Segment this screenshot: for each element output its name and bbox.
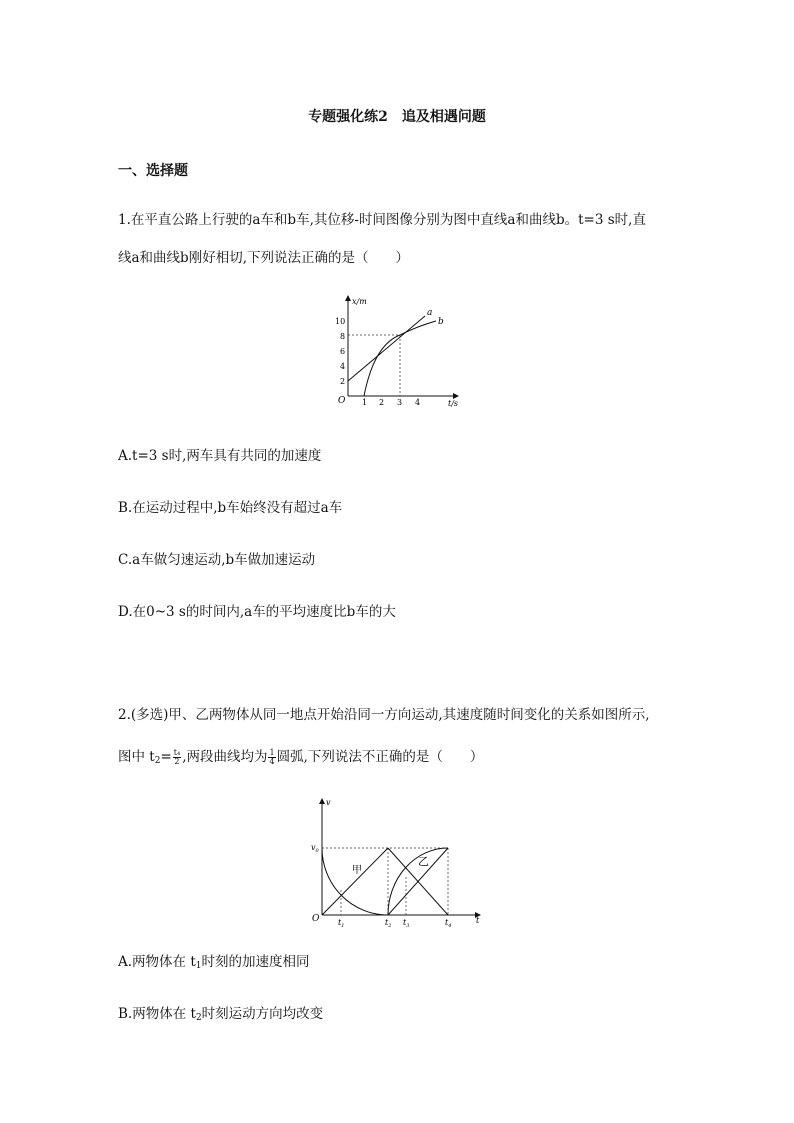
q2-line2-sub: 2 <box>154 756 161 766</box>
t4-label: $t_4$ <box>445 918 452 929</box>
q1-option-d: D.在0~3 s的时间内,a车的平均速度比b车的大 <box>118 604 396 620</box>
q2-option-a-prefix: A.两物体在 t <box>118 954 196 970</box>
fraction-numerator: t₄ <box>173 748 181 757</box>
t3-label: $t_3$ <box>403 918 410 929</box>
y-tick-10: 10 <box>335 317 346 326</box>
q1-option-b: B.在运动过程中,b车始终没有超过a车 <box>118 500 343 516</box>
y-tick-4: 4 <box>340 362 346 371</box>
fraction2-numerator: 1 <box>269 748 275 757</box>
q2-option-b-prefix: B.两物体在 t <box>118 1006 196 1022</box>
x-tick-1: 1 <box>362 398 368 407</box>
t1-label: $t_1$ <box>338 918 345 929</box>
q1-text-line1: 1.在平直公路上行驶的a车和b车,其位移-时间图像分别为图中直线a和曲线b。t=3 s时,直 <box>118 212 646 228</box>
q2-line2-suffix: 圆弧,下列说法不正确的是（ ） <box>276 749 484 765</box>
label-a: a <box>427 308 433 318</box>
y-axis-label: x/m <box>352 297 367 306</box>
origin-label: O <box>338 396 346 406</box>
x-tick-4: 4 <box>415 398 421 407</box>
x-tick-3: 3 <box>397 398 403 407</box>
q2-line2-prefix: 图中 t <box>118 749 155 765</box>
y-tick-2: 2 <box>340 377 346 386</box>
q2-option-a-suffix: 时刻的加速度相同 <box>201 954 310 970</box>
label-yi: 乙 <box>418 855 429 868</box>
v-axis-label: v <box>326 798 331 807</box>
page-title: 专题强化练2 追及相遇问题 <box>308 109 486 125</box>
y-tick-8: 8 <box>340 332 346 341</box>
y-tick-6: 6 <box>340 347 346 356</box>
section-heading: 一、选择题 <box>118 163 188 179</box>
q2-option-b-sub: 2 <box>195 1013 202 1023</box>
q2-option-b <box>118 1002 323 1023</box>
label-jia: 甲 <box>352 865 362 876</box>
x-axis-label: t/s <box>448 399 459 408</box>
q1-option-a: A.t=3 s时,两车具有共同的加速度 <box>118 448 322 464</box>
fraction2-denominator: 4 <box>269 757 275 766</box>
q2-line2-eq: = <box>160 749 172 765</box>
t2-label: $t_2$ <box>385 918 392 929</box>
line-a <box>348 316 425 381</box>
q2-option-b-suffix: 时刻运动方向均改变 <box>201 1006 324 1022</box>
fraction-one-quarter <box>268 749 275 766</box>
fraction-denominator: 2 <box>174 757 180 766</box>
label-b: b <box>438 317 444 327</box>
q1-text-line2: 线a和曲线b刚好相切,下列说法正确的是（ ） <box>118 250 409 266</box>
q2-line2-middle: ,两段曲线均为 <box>182 749 268 765</box>
t-axis-label: t <box>476 916 480 925</box>
fraction-t4-over-2 <box>173 749 181 766</box>
q1-displacement-time-graph <box>330 290 470 412</box>
q1-option-c: C.a车做匀速运动,b车做加速运动 <box>118 552 316 568</box>
q2-option-a-sub: 1 <box>195 961 202 971</box>
q2-text-line2 <box>118 747 483 771</box>
line-yi <box>322 848 388 915</box>
x-tick-2: 2 <box>379 398 385 407</box>
q2-velocity-time-graph <box>308 795 488 933</box>
v0-label: $v_0$ <box>311 843 319 854</box>
origin-label: O <box>312 914 320 924</box>
q2-text-line1: 2.(多选)甲、乙两物体从同一地点开始沿同一方向运动,其速度随时间变化的关系如图所示, <box>118 707 650 723</box>
q2-option-a <box>118 950 310 971</box>
